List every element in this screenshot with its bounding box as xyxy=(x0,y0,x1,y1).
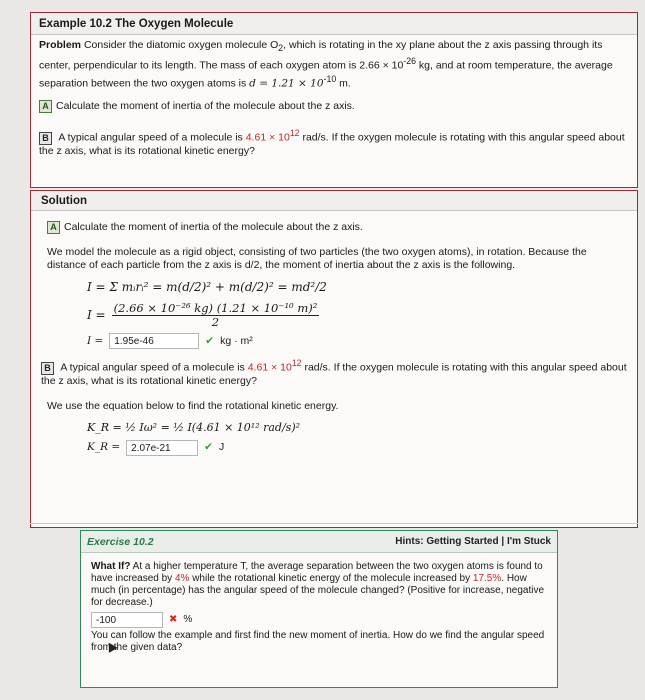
kinetic-answer-field[interactable]: 2.07e-21 xyxy=(126,440,198,456)
exercise-header xyxy=(81,531,557,553)
sol-part-b-tag: B xyxy=(41,362,54,375)
example-part-a xyxy=(31,100,637,113)
part-a-text: Calculate the moment of inertia of the molecule about the z axis. xyxy=(56,100,355,113)
sol-part-a-tag: A xyxy=(47,221,60,234)
incorrect-x-icon: ✖ xyxy=(169,614,178,625)
model-text: We model the molecule as a rigid object, consisting of two particles (the two oxygen atoms), in rotation. Because the distance of each particle from the z axis is d/2, the moment of inertia about the z axis is the following. xyxy=(47,246,587,271)
inertia-answer-field[interactable]: 1.95e-46 xyxy=(109,333,199,349)
inertia-label: I = xyxy=(87,334,104,347)
problem-label: Problem xyxy=(39,39,82,51)
sol-part-b-omega-exp: 12 xyxy=(291,358,302,368)
inertia-substitution: I = $\frac{\text{(2.66 × 10⁻²⁶ kg) (1.21 × 10⁻¹⁰ m)²}}{2}$ xyxy=(87,301,318,329)
part-b-tag: B xyxy=(39,132,52,145)
part-b-text-1: A typical angular speed of a molecule is xyxy=(58,131,243,144)
sol-part-b-omega: 4.61 × 10 xyxy=(247,361,292,374)
d-exponent: -10 xyxy=(323,73,337,84)
o2-subscript: 2 xyxy=(278,43,284,54)
example-title: Example 10.2 The Oxygen Molecule xyxy=(31,13,637,35)
substitution-denominator: 2 xyxy=(211,315,220,329)
part-b-text-2: rad/s. If the oxygen molecule is rotating with this angular speed about the z axis, what is its rotational kinetic energy? xyxy=(39,131,625,157)
example-panel xyxy=(30,12,638,188)
d-unit: m. xyxy=(339,77,351,90)
problem-text-2: , which is rotating in the xy plane about the z axis passing through its center, perpendicular to its length. The mass of each oxygen atom is xyxy=(39,39,603,72)
exercise-text-2: while the rotational kinetic energy of the molecule increased by xyxy=(192,573,471,584)
sol-part-b-text-1: A typical angular speed of a molecule is xyxy=(60,361,245,374)
exercise-title: Exercise 10.2 xyxy=(87,535,154,548)
solution-panel xyxy=(30,190,638,528)
exercise-panel xyxy=(80,530,558,688)
mass-unit-text: kg, and at room temperature, the average separation between the two oxygen atoms is xyxy=(39,59,613,90)
exercise-text-1: At a higher temperature T, the average separation between the two oxygen atoms is found to have increased by xyxy=(91,561,543,584)
hints-links[interactable]: Hints: Getting Started | I'm Stuck xyxy=(395,536,551,547)
example-part-b xyxy=(31,127,637,158)
exercise-feedback: You can follow the example and first find the new moment of inertia. How do we find the angular speed from the given data? xyxy=(91,630,545,653)
energy-increase: 17.5% xyxy=(472,573,502,584)
exercise-answer-field[interactable]: -100 xyxy=(91,612,163,628)
correct-check-icon: ✔ xyxy=(205,334,215,347)
problem-statement xyxy=(31,35,637,90)
kr-unit: J xyxy=(218,441,225,453)
solution-part-a xyxy=(47,221,627,234)
exercise-question xyxy=(91,561,547,609)
exercise-text-3: . How much (in percentage) has the angular speed of the molecule changed? (Positive for increase, negative for decrease.) xyxy=(91,573,545,608)
sol-part-a-text: Calculate the moment of inertia of the molecule about the z axis. xyxy=(64,221,363,233)
part-b-omega: 4.61 × 10 xyxy=(245,131,290,144)
inertia-unit: kg · m² xyxy=(220,334,253,347)
mass-exponent: -26 xyxy=(403,56,416,67)
sol-part-b-text-2: rad/s. If the oxygen molecule is rotating with this angular speed about the z axis, what is its rotational kinetic energy? xyxy=(41,361,627,387)
correct-check-icon: ✔ xyxy=(204,441,213,453)
d-value: d = 1.21 × 10 xyxy=(249,77,324,90)
what-if-label: What If? xyxy=(91,561,131,572)
inertia-equation: I = Σ mᵢrᵢ² = m(d/2)² + m(d/2)² = md²/2 xyxy=(87,280,327,294)
kinetic-energy-equation: K_R = ½ Iω² = ½ I(4.61 × 10¹² rad/s)² xyxy=(87,420,301,434)
solution-part-b xyxy=(41,357,627,388)
inertia-answer-row xyxy=(87,333,627,349)
kr-label: K_R = xyxy=(87,441,121,453)
part-b-omega-exp: 12 xyxy=(289,128,300,139)
problem-text-1: Consider the diatomic oxygen molecule O xyxy=(83,39,279,51)
exercise-answer-row xyxy=(91,612,547,628)
separation-increase: 4% xyxy=(174,573,190,584)
part-a-tag: A xyxy=(39,100,52,113)
solution-title: Solution xyxy=(31,191,637,211)
equation-intro: We use the equation below to find the rotational kinetic energy. xyxy=(47,399,339,412)
kinetic-answer-row xyxy=(87,440,627,456)
exercise-unit: % xyxy=(183,614,193,625)
substitution-numerator: (2.66 × 10⁻²⁶ kg) (1.21 × 10⁻¹⁰ m)² xyxy=(113,301,318,315)
section-divider xyxy=(30,523,638,524)
mass-value: 2.66 × 10 xyxy=(359,59,404,72)
